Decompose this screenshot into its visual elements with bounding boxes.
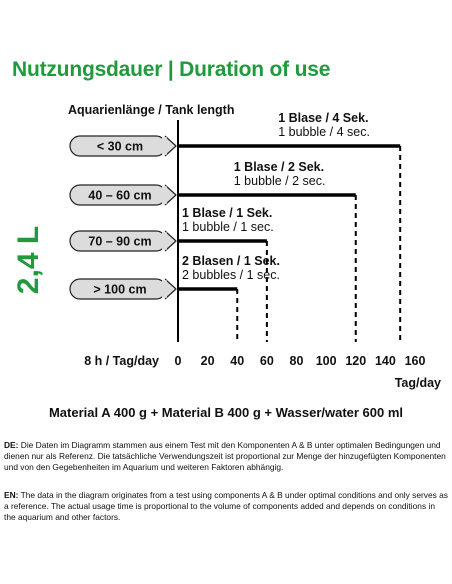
x-tick-label: 100 [315, 354, 337, 368]
category-label: < 30 cm [96, 139, 144, 154]
x-tick-label: 140 [374, 354, 396, 368]
note-de-text: Die Daten im Diagramm stammen aus einem Test mit den Komponenten A & B unter optimalen Bedingungen und dienen nur als Referenz. Die tatsächliche Verwendungszeit ist proportional zur Menge der hinzugefügten Komponenten und von den Gegebenheiten im Aquarium und weiteren Faktoren abhängig. [4, 440, 446, 472]
note-en-lang: EN: [4, 490, 19, 500]
note-de-lang: DE: [4, 440, 19, 450]
x-tick-label: 40 [230, 354, 245, 368]
category-pill-join [162, 280, 167, 298]
usage-duration-chart [0, 95, 452, 400]
bar-label-de: 1 Blase / 4 Sek. [278, 111, 369, 125]
volume-label: 2,4 L [12, 225, 45, 295]
note-en [4, 490, 448, 523]
bar-label-de: 1 Blase / 2 Sek. [233, 160, 325, 174]
bar-label-en: 2 bubbles / 1 sec. [182, 268, 280, 282]
note-de [4, 440, 448, 473]
x-axis-label: Tag/day [394, 376, 441, 390]
x-tick-label: 0 [174, 354, 182, 368]
y-axis-label: Aquarienlänge / Tank length [68, 103, 235, 117]
category-pill-join [162, 232, 167, 250]
material-caption: Material A 400 g + Material B 400 g + Wasser/water 600 ml [48, 405, 404, 420]
category-label: 70 – 90 cm [88, 234, 152, 249]
category-pill-join [162, 186, 167, 204]
x-tick-label: 60 [259, 354, 274, 368]
bar-label-de: 2 Blasen / 1 Sek. [182, 254, 280, 268]
x-tick-label: 80 [289, 354, 304, 368]
x-row-label: 8 h / Tag/day [84, 354, 159, 368]
x-tick-label: 120 [345, 354, 367, 368]
category-pill-join [162, 137, 167, 155]
category-label: > 100 cm [93, 282, 147, 297]
bar-label-de: 1 Blase / 1 Sek. [182, 206, 273, 220]
bar-label-en: 1 bubble / 1 sec. [182, 220, 274, 234]
bar-label-en: 1 bubble / 4 sec. [278, 125, 370, 139]
category-label: 40 – 60 cm [88, 188, 152, 203]
x-tick-label: 160 [404, 354, 426, 368]
bar-label-en: 1 bubble / 2 sec. [233, 174, 326, 188]
note-en-text: The data in the diagram originates from a test using components A & B under optimal conditions and only serves as a reference. The actual usage time is proportional to the volume of components added and depends on conditions in the aquarium and other factors. [4, 490, 448, 522]
chart-title: Nutzungsdauer | Duration of use [12, 58, 331, 81]
x-tick-label: 20 [200, 354, 215, 368]
